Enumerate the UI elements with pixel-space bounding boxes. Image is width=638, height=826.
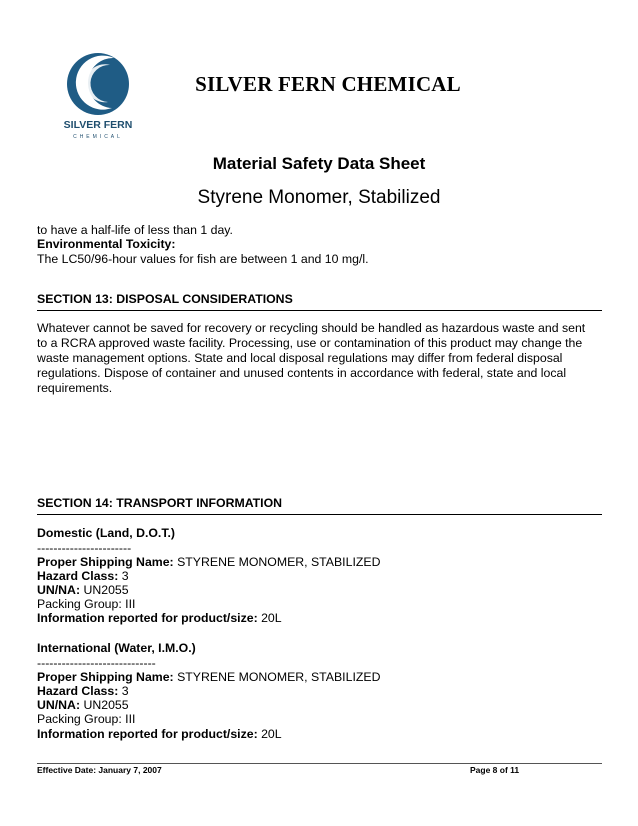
section13-line: to a RCRA approved waste facility. Processing, use or contamination of this product may change the: [37, 336, 583, 350]
section13-line: requirements.: [37, 381, 113, 395]
section13-line: Whatever cannot be saved for recovery or recycling should be handled as hazardous waste and sent: [37, 321, 586, 335]
value: 20L: [257, 727, 282, 741]
section13-divider: [37, 310, 602, 311]
international-hazard-class: [37, 684, 129, 699]
international-un-na: [37, 698, 129, 713]
footer-divider: [37, 763, 602, 764]
tox-heading: Environmental Toxicity:: [37, 237, 176, 251]
section14-divider: [37, 514, 602, 515]
international-product-size: [37, 727, 282, 742]
effective-date: Effective Date: January 7, 2007: [37, 765, 162, 775]
tox-text: The LC50/96-hour values for fish are between 1 and 10 mg/l.: [37, 252, 369, 266]
section13-line: waste management options. State and local disposal regulations may differ from federal disposal: [37, 351, 563, 365]
label: UN/NA:: [37, 698, 81, 712]
label: Information reported for product/size:: [37, 727, 258, 741]
label: Proper Shipping Name:: [37, 670, 174, 684]
eco-text: to have a half-life of less than 1 day.: [37, 223, 233, 237]
value: 3: [118, 684, 129, 698]
page-number: Page 8 of 11: [470, 765, 520, 775]
product-name: Styrene Monomer, Stabilized: [197, 187, 441, 208]
value: UN2055: [80, 698, 129, 712]
domestic-product-size: [37, 611, 282, 626]
domestic-dashes: -----------------------: [37, 541, 132, 555]
domestic-un-na: [37, 583, 129, 598]
label: Hazard Class:: [37, 569, 119, 583]
company-logo: [50, 52, 150, 144]
section13-body: [37, 321, 602, 396]
company-name: SILVER FERN CHEMICAL: [195, 72, 461, 96]
section14-heading: SECTION 14: TRANSPORT INFORMATION: [37, 496, 283, 510]
label: Information reported for product/size:: [37, 611, 258, 625]
international-dashes: -----------------------------: [37, 656, 156, 670]
value: 3: [118, 569, 129, 583]
value: 20L: [257, 611, 282, 625]
international-heading: International (Water, I.M.O.): [37, 641, 196, 655]
domestic-shipping-name: [37, 555, 380, 570]
label: Hazard Class:: [37, 684, 119, 698]
document-title: Material Safety Data Sheet: [212, 154, 426, 173]
label: UN/NA:: [37, 583, 81, 597]
logo-subtitle: CHEMICAL: [73, 134, 123, 140]
domestic-heading: Domestic (Land, D.O.T.): [37, 526, 176, 540]
value: STYRENE MONOMER, STABILIZED: [173, 555, 381, 569]
label: Proper Shipping Name:: [37, 555, 174, 569]
fern-logo-icon: [50, 52, 150, 144]
value: STYRENE MONOMER, STABILIZED: [173, 670, 381, 684]
domestic-hazard-class: [37, 569, 129, 584]
logo-name: SILVER FERN: [63, 119, 133, 131]
international-shipping-name: [37, 670, 380, 685]
section13-heading: SECTION 13: DISPOSAL CONSIDERATIONS: [37, 292, 293, 306]
value: UN2055: [80, 583, 129, 597]
section13-line: regulations. Dispose of container and unused contents in accordance with federal, state and local: [37, 366, 567, 380]
international-packing-group: Packing Group: III: [37, 712, 136, 726]
domestic-packing-group: Packing Group: III: [37, 597, 136, 611]
